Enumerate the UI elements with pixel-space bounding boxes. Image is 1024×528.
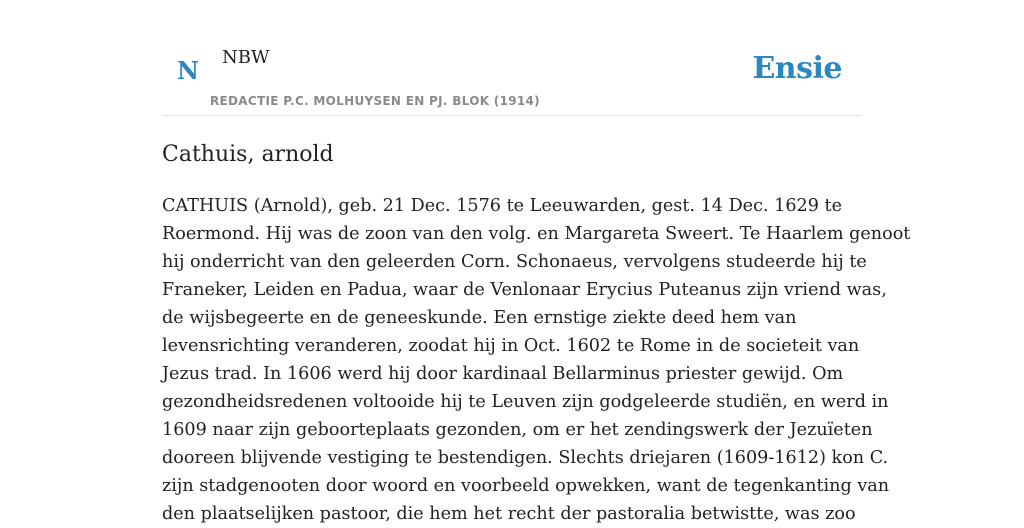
article-line: gezondheidsredenen voltooide hij te Leuven zijn godgeleerde studiën, en werd in: [162, 392, 889, 412]
ensie-logo[interactable]: Ensie: [752, 51, 842, 86]
article-line: den plaatselijken pastoor, die hem het recht der pastoralia betwistte, was zoo: [162, 504, 856, 524]
source-logo[interactable]: N: [177, 56, 199, 85]
article-line: CATHUIS (Arnold), geb. 21 Dec. 1576 te Leeuwarden, gest. 14 Dec. 1629 te: [162, 196, 842, 216]
article-line: hij onderricht van den geleerden Corn. Schonaeus, vervolgens studeerde hij te: [162, 252, 867, 272]
article-line: Jezus trad. In 1606 werd hij door kardinaal Bellarminus priester gewijd. Om: [162, 364, 844, 384]
source-header: [162, 0, 862, 116]
article-line: zijn stadgenooten door woord en voorbeeld opwekken, want de tegenkanting van: [162, 476, 890, 496]
source-name-link[interactable]: NBW: [222, 47, 270, 68]
article-line: 1609 naar zijn geboorteplaats gezonden, om er het zendingswerk der Jezuïeten: [162, 420, 873, 440]
article-line: dooreen blijvende vestiging te bestendigen. Slechts driejaren (1609-1612) kon C.: [162, 448, 889, 468]
article-title: Cathuis, arnold: [162, 142, 334, 167]
article-line: Roermond. Hij was de zoon van den volg. en Margareta Sweert. Te Haarlem genoot: [162, 224, 911, 244]
article-line: Franeker, Leiden en Padua, waar de Venlonaar Erycius Puteanus zijn vriend was,: [162, 280, 887, 300]
article-line: de wijsbegeerte en de geneeskunde. Een ernstige ziekte deed hem van: [162, 308, 797, 328]
article-line: levensrichting veranderen, zoodat hij in Oct. 1602 te Rome in de societeit van: [162, 336, 860, 356]
source-subtitle: REDACTIE P.C. MOLHUYSEN EN PJ. BLOK (1914): [210, 94, 540, 108]
article-body: [162, 192, 911, 528]
